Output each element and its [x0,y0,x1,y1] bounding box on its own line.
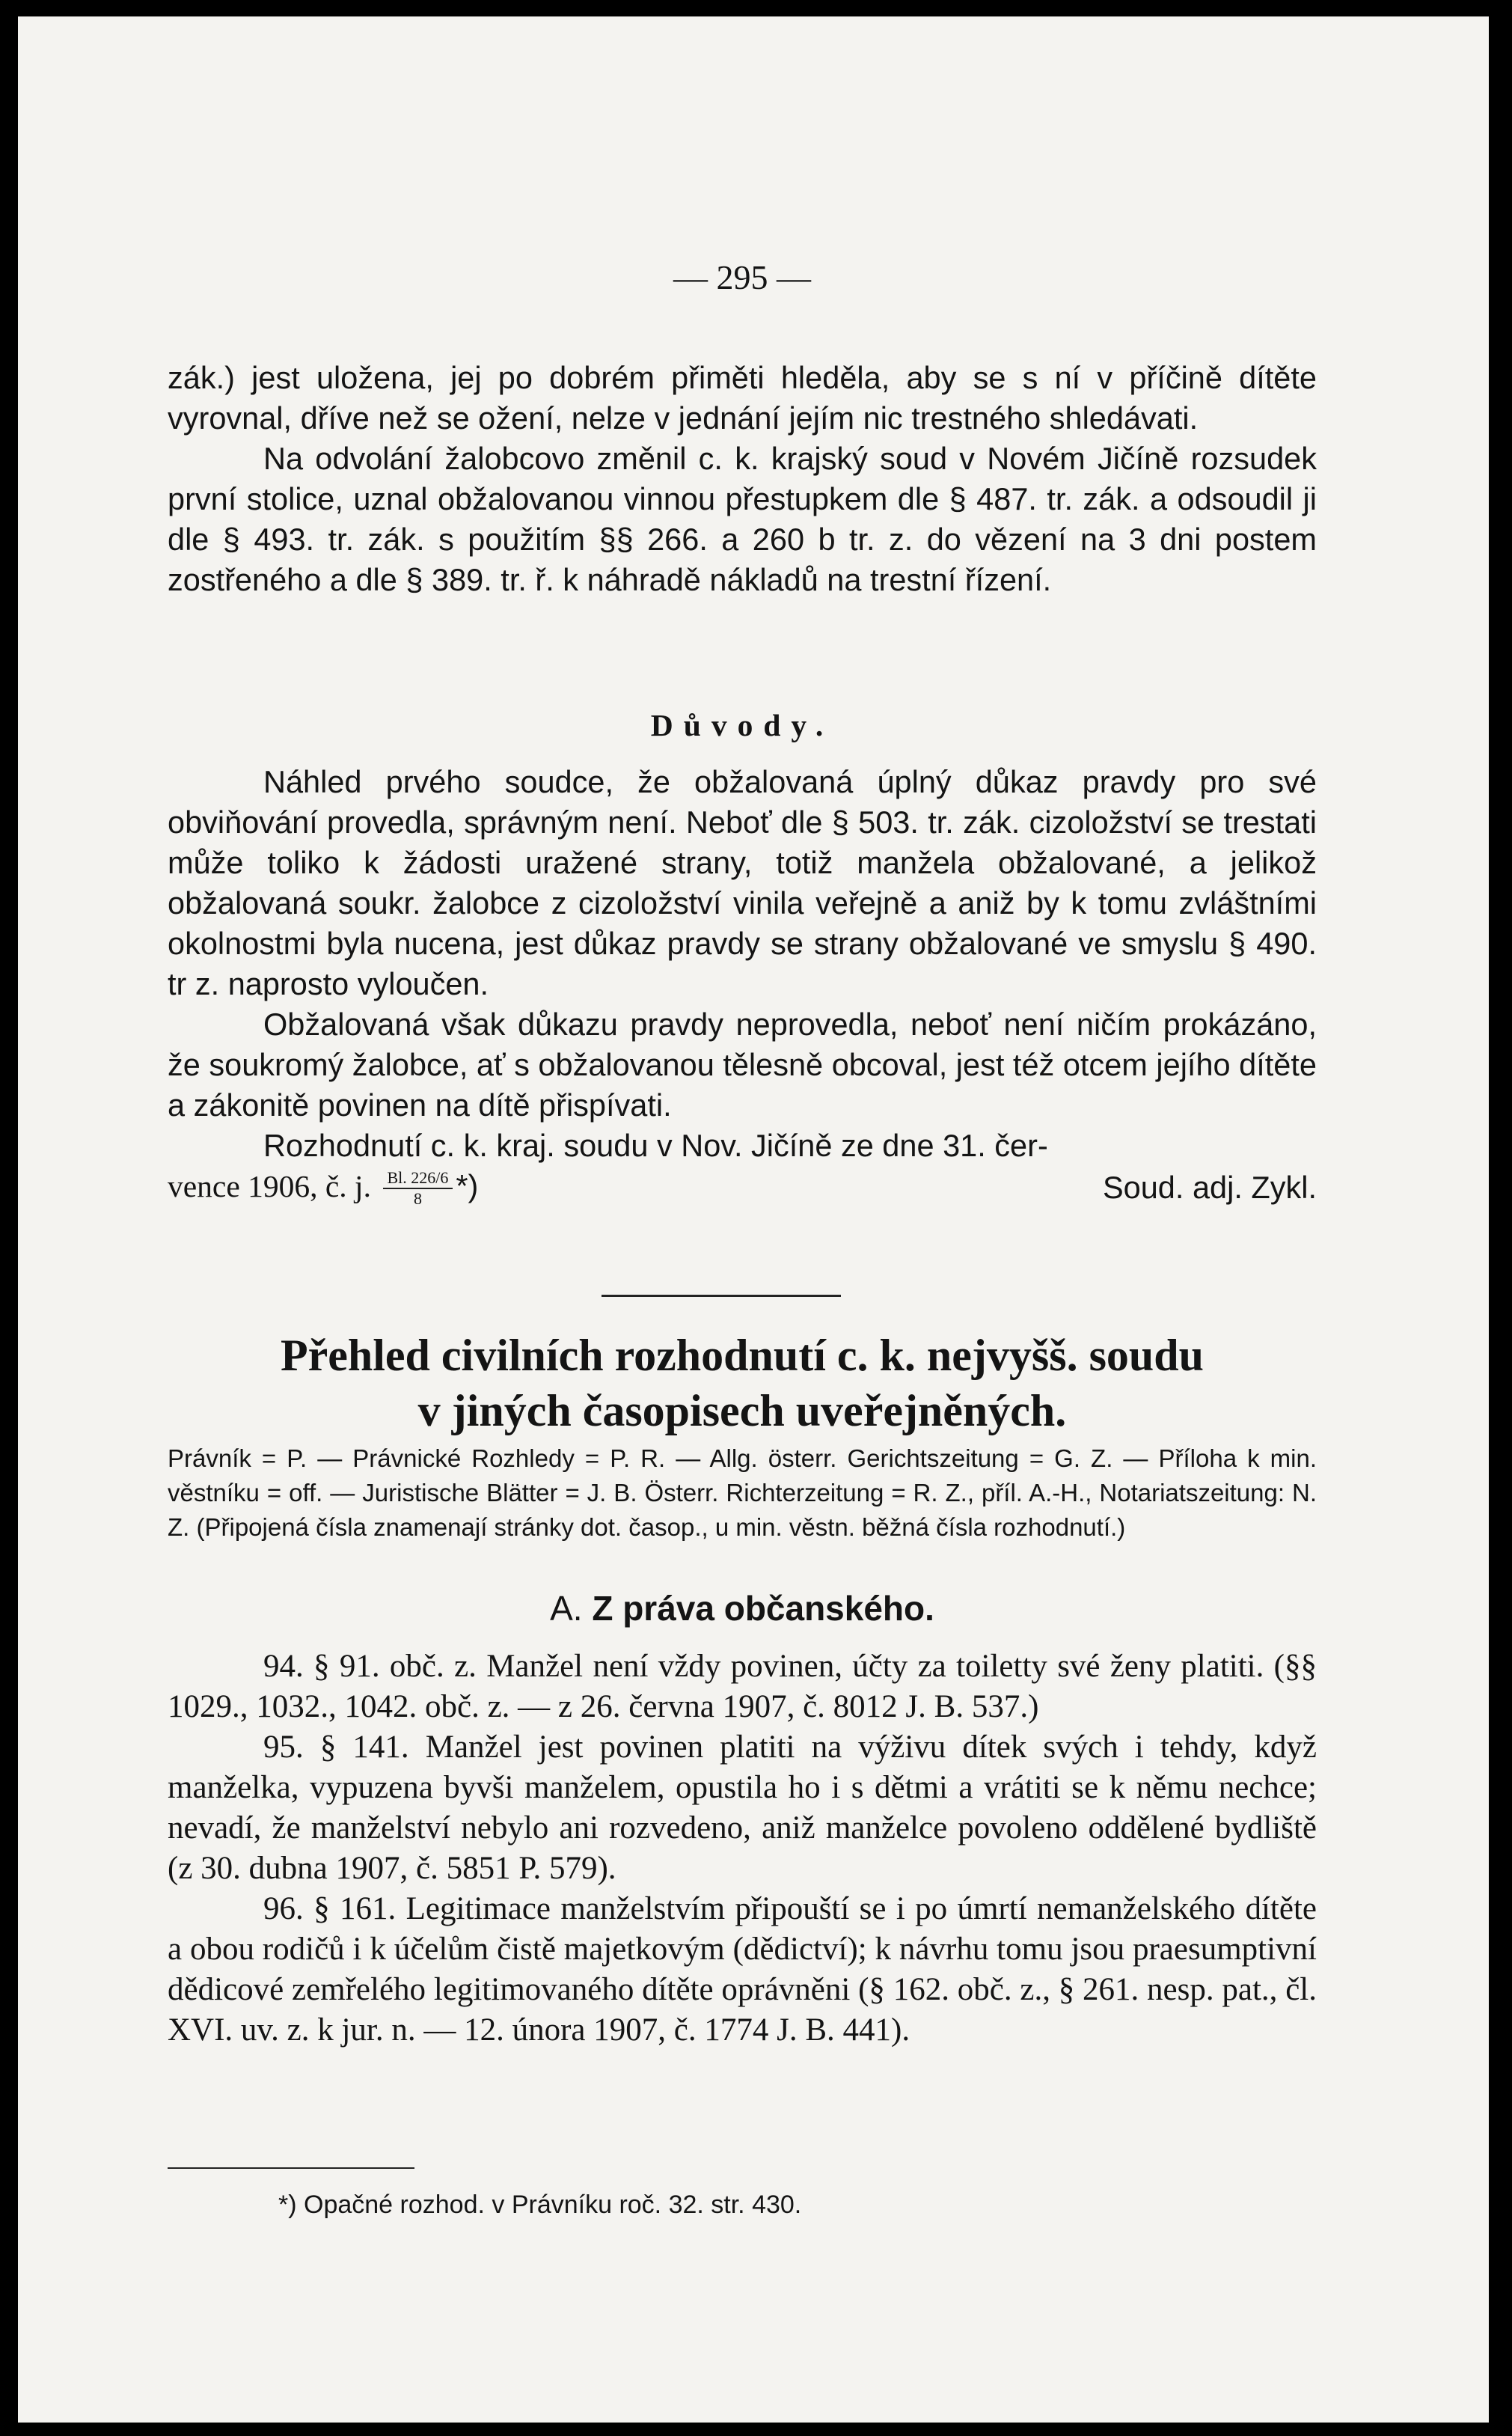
decision-ref: vence 1906, č. j. [168,1169,371,1203]
footnote-rule [168,2167,414,2169]
signature: Soud. adj. Zykl. [1102,1169,1317,1205]
paragraph: Obžalovaná však důkazu pravdy neprovedla, neboť není ničím prokázáno, že soukromý žalobce, ať s obžalovanou tělesně obcoval, jest též otcem jejího dítěte a zákonitě povinen na dítě přispívati. [168,1007,1317,1123]
section-title: Z práva občanského. [592,1589,934,1628]
overview-heading-line: v jiných časopisech uveřejněných. [417,1386,1067,1435]
entries-list [168,1646,1317,2051]
reasons-block [168,705,1317,1209]
footnote-mark: *) [456,1168,479,1203]
overview-heading [168,1328,1317,1438]
fraction-denominator: 8 [413,1189,422,1209]
abbreviations-note: Právník = P. — Právnické Rozhledy = P. R. — Allg. österr. Gerichtszeitung = G. Z. — Příloha k min. věstníku = off. — Juristische Blätter = J. B. Österr. Richterzeitung = R. Z., příl. A.-H., Notariatszeitung: N. Z. (Připojená čísla znamenají stránky dot. časop., u min. věstn. běžná čísla rozhodnutí.) [168,1444,1317,1541]
separator-rule [602,1295,841,1297]
footnote: *) Opačné rozhod. v Právníku roč. 32. str. 430. [278,2191,802,2219]
book-page [18,16,1489,2423]
paragraph: Náhled prvého soudce, že obžalovaná úplný důkaz pravdy pro své obviňování provedla, správným není. Neboť dle § 503. tr. zák. cizoložství se trestati může toliko k žádosti uražené strany, totiž manžela obžalované, a jelikož obžalovaná soukr. žalobce z cizoložství vinila veřejně a aniž by k tomu zvláštními okolnostmi byla nucena, jest důkaz pravdy se strany obžalované ve smyslu § 490. tr z. naprosto vyloučen. [168,764,1317,1001]
list-item: 96. § 161. Legitimace manželstvím připouští se i po úmrtí nemanželského dítěte a obou rodičů i k účelům čistě majetkovým (dědictví); k návrhu tomu jsou praesumptivní dědicové zemřelého legitimovaného dítěte oprávněni (§ 162. obč. z., § 261. nesp. pat., čl. XVI. uv. z. k jur. n. — 12. února 1907, č. 1774 J. B. 441). [168,1891,1317,2048]
top-text [168,358,1317,600]
decision-line: Rozhodnutí c. k. kraj. soudu v Nov. Jičíně ze dne 31. čer- [263,1128,1048,1163]
list-item: 95. § 141. Manžel jest povinen platiti na výživu dítek svých i tehdy, když manželka, vypuzena byvši manželem, opustila ho i s dětmi a vrátiti se k němu nechce; nevadí, že manželství nebylo ani rozvedeno, aniž manželce povoleno oddělené bydliště (z 30. dubna 1907, č. 5851 P. 579). [168,1730,1317,1886]
paragraph: zák.) jest uložena, jej po dobrém přiměti hleděla, aby se s ní v příčině dítěte vyrovnal, dříve než se ožení, nelze v jednání jejím nic trestného shledávati. [168,360,1317,436]
section-heading [168,1588,1317,1628]
page-number: — 295 — [673,258,811,296]
file-fraction [383,1168,453,1209]
reasons-heading: Důvody. [650,708,834,742]
overview-heading-line: Přehled civilních rozhodnutí c. k. nejvyšš. soudu [280,1331,1205,1380]
decision-line-2 [168,1166,1317,1209]
list-item: 94. § 91. obč. z. Manžel není vždy povinen, účty za toiletty své ženy platiti. (§§ 1029., 1032., 1042. obč. z. — z 26. června 1907, č. 8012 J. B. 537.) [168,1649,1317,1724]
fraction-numerator: Bl. 226/6 [383,1168,453,1189]
paragraph: Na odvolání žalobcovo změnil c. k. krajský soud v Novém Jičíně rozsudek první stolice, uznal obžalovanou vinnou přestupkem dle § 487. tr. zák. a odsoudil ji dle § 493. tr. zák. s použitím §§ 266. a 260 b tr. z. do vězení na 3 dni postem zostřeného a dle § 389. tr. ř. k náhradě nákladů na trestní řízení. [168,441,1317,597]
section-prefix: A. [550,1589,583,1628]
